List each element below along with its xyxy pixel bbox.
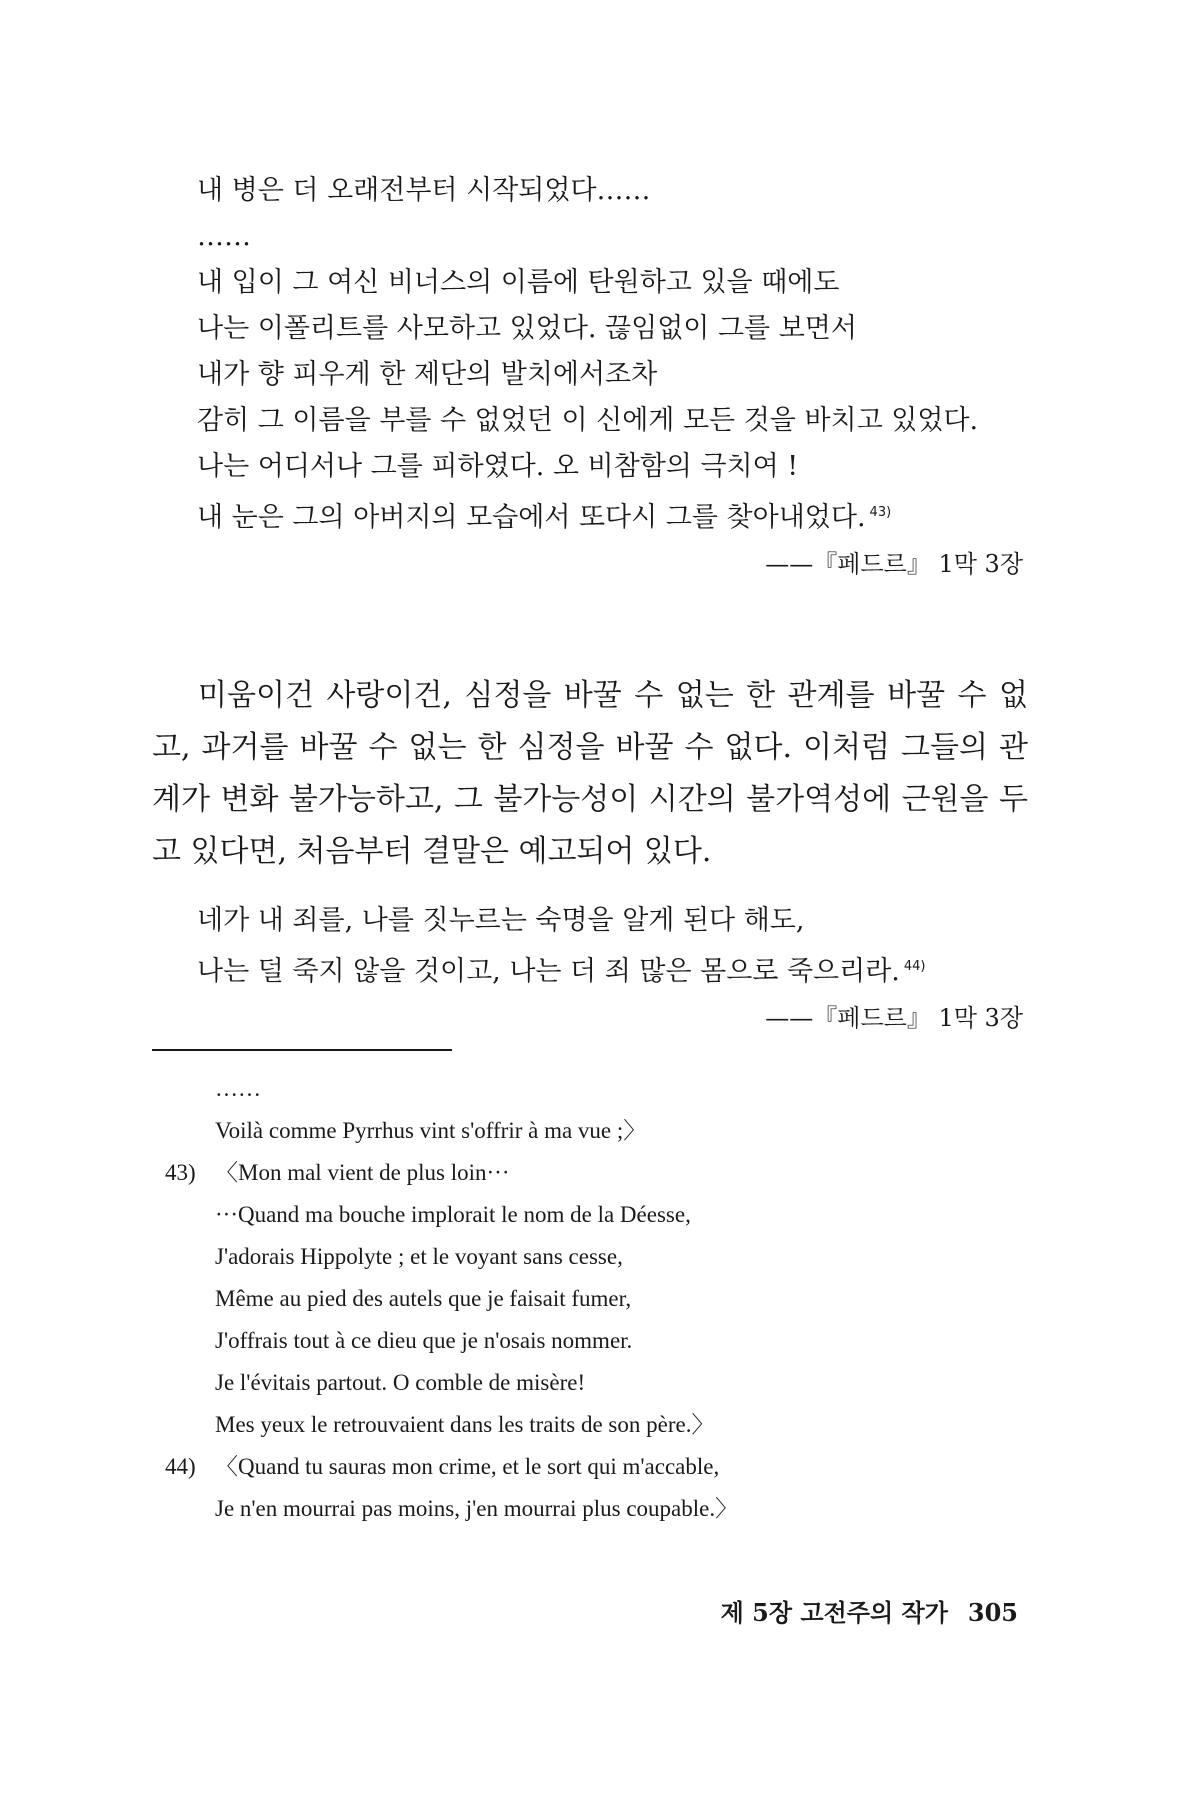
footnote-43-line: Je l'évitais partout. O comble de misère! bbox=[215, 1370, 586, 1395]
footnote-43-line: Mes yeux le retrouvaient dans les traits de son père.〉 bbox=[215, 1412, 715, 1437]
body-paragraph: 미움이건 사랑이건, 심정을 바꿀 수 없는 한 관계를 바꿀 수 없고, 과거를 바꿀 수 없는 한 심정을 바꿀 수 없다. 이처럼 그들의 관계가 변화 불가능하고, 그 불가능성이 시간의 불가역성에 근원을 두고 있다면, 처음부터 결말은 예고되어 있다. bbox=[152, 678, 1028, 869]
verse-quote-1 bbox=[197, 168, 1027, 587]
quote-source: ——『페드르』 1막 3장 bbox=[765, 550, 1023, 578]
footnote-43-line: J'offrais tout à ce dieu que je n'osais nommer. bbox=[215, 1328, 633, 1353]
verse-line: 내 입이 그 여신 비너스의 이름에 탄원하고 있을 때에도 bbox=[197, 267, 840, 298]
page-number: 305 bbox=[967, 1598, 1018, 1627]
chapter-title: 제 5장 고전주의 작가 bbox=[720, 1598, 948, 1627]
footnote-number: 44) bbox=[165, 1454, 196, 1479]
footnote-44-line bbox=[165, 1446, 1025, 1488]
footnote-continued-line: …… bbox=[215, 1076, 261, 1101]
verse-line: 나는 이폴리트를 사모하고 있었다. 끊임없이 그를 보면서 bbox=[197, 313, 857, 344]
footnote-43-line bbox=[165, 1152, 1025, 1194]
verse-line-text: 내 눈은 그의 아버지의 모습에서 또다시 그를 찾아내었다. bbox=[197, 502, 866, 533]
verse-quote-2 bbox=[197, 898, 1027, 1041]
footnote-reference[interactable]: 44) bbox=[903, 959, 926, 974]
footnote-43-line: ···Quand ma bouche implorait le nom de la Déesse, bbox=[215, 1202, 691, 1227]
footnote-text: 〈Quand tu sauras mon crime, et le sort qui m'accable, bbox=[215, 1454, 720, 1479]
footnote-text: 〈Mon mal vient de plus loin··· bbox=[215, 1160, 510, 1185]
footnote-divider bbox=[152, 1049, 452, 1051]
verse-line: …… bbox=[197, 221, 251, 252]
verse-line: 내가 향 피우게 한 제단의 발치에서조차 bbox=[197, 359, 658, 390]
verse-line: 내 병은 더 오래전부터 시작되었다…… bbox=[197, 175, 651, 206]
verse-line-text: 나는 덜 죽지 않을 것이고, 나는 더 죄 많은 몸으로 죽으리라. bbox=[197, 956, 900, 987]
verse-line: 네가 내 죄를, 나를 짓누르는 숙명을 알게 된다 해도, bbox=[197, 905, 805, 936]
quote-source: ——『페드르』 1막 3장 bbox=[765, 1004, 1023, 1032]
footnote-43-line: Même au pied des autels que je faisait fumer, bbox=[215, 1286, 632, 1311]
running-footer bbox=[721, 1593, 1018, 1628]
footnote-reference[interactable]: 43) bbox=[869, 505, 892, 520]
footnotes bbox=[165, 1068, 1025, 1530]
footnote-44-line: Je n'en mourrai pas moins, j'en mourrai plus coupable.〉 bbox=[215, 1496, 739, 1521]
verse-line: 나는 어디서나 그를 피하였다. 오 비참함의 극치여 ! bbox=[197, 451, 799, 482]
footnote-continued-line: Voilà comme Pyrrhus vint s'offrir à ma vue ;〉 bbox=[215, 1118, 647, 1143]
verse-line bbox=[197, 944, 1027, 995]
verse-line: 감히 그 이름을 부를 수 없었던 이 신에게 모든 것을 바치고 있었다. bbox=[197, 405, 979, 436]
footnote-number: 43) bbox=[165, 1160, 196, 1185]
footnote-43-line: J'adorais Hippolyte ; et le voyant sans cesse, bbox=[215, 1244, 623, 1269]
verse-line bbox=[197, 490, 1027, 541]
